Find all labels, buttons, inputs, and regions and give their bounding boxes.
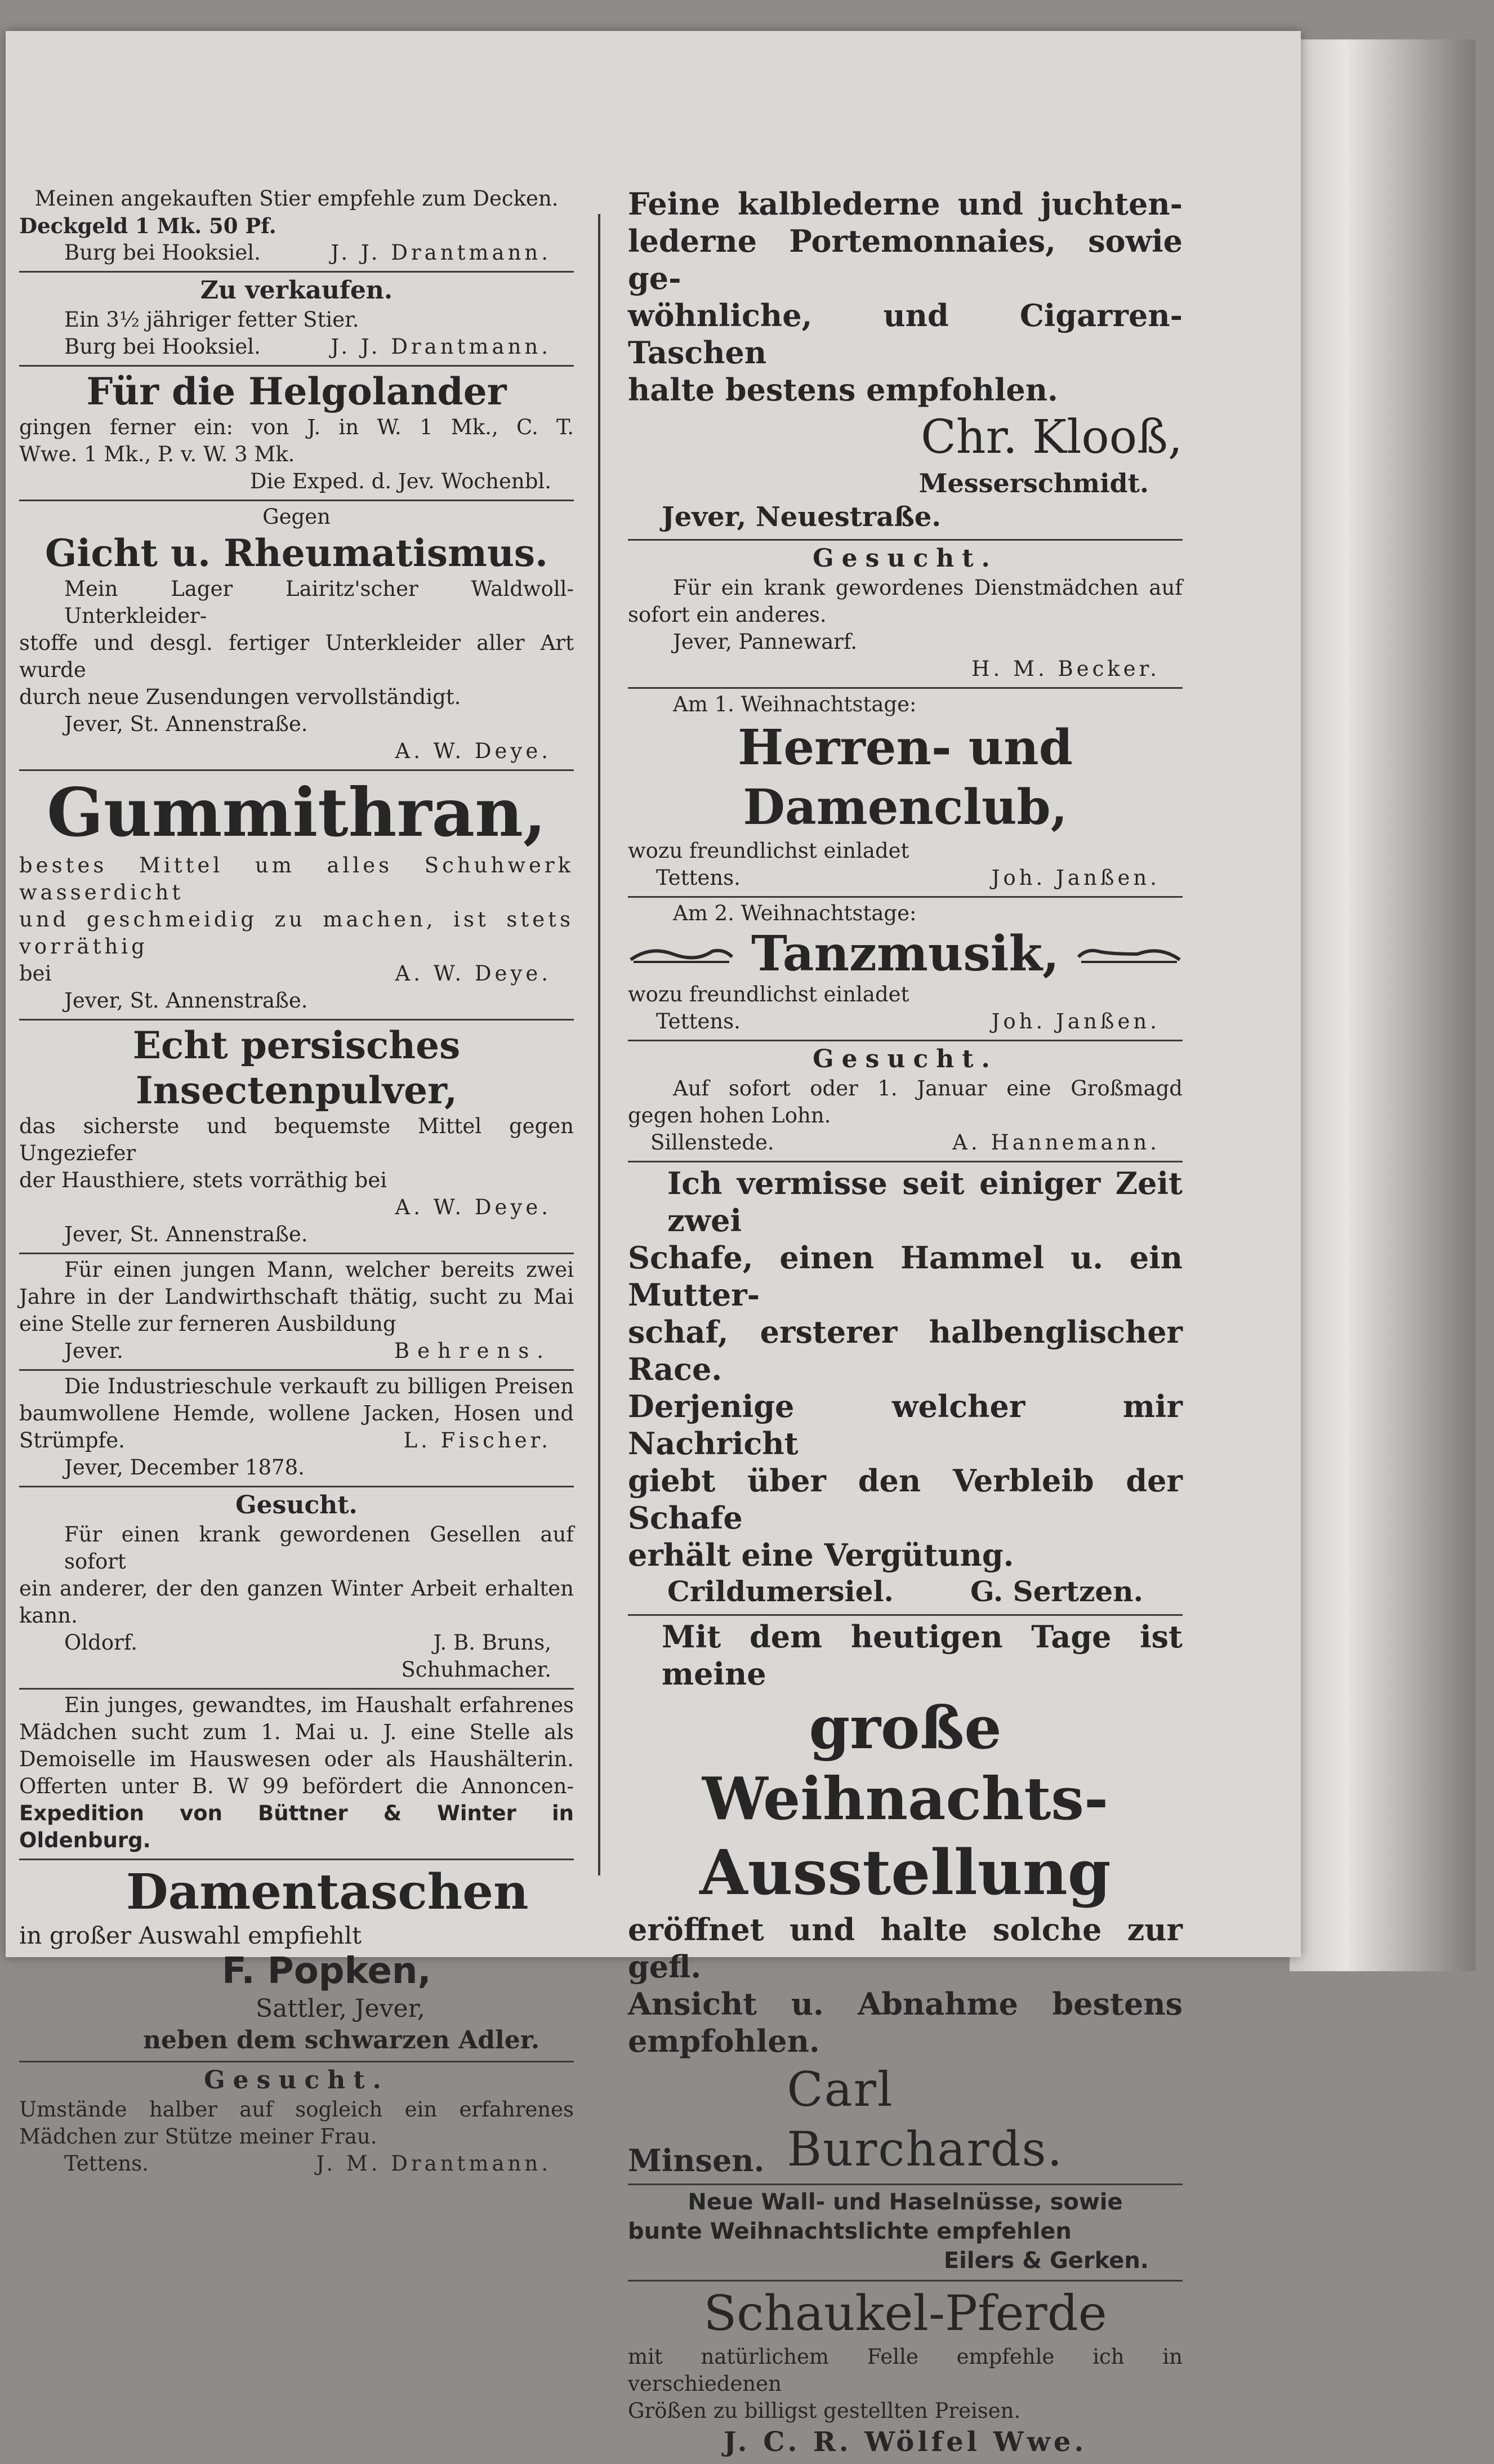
ad-text: Sattler, Jever, [256, 1994, 425, 2023]
ad-text: erhält eine Vergütung. [628, 1537, 1014, 1573]
ad-text: Expedition von Büttner & Winter in [19, 1801, 574, 1825]
ad-place: Tettens. [656, 1009, 741, 1033]
ad-gesucht-geselle [19, 1487, 574, 1690]
ad-place: Jever, St. Annenstraße. [64, 1222, 308, 1246]
ad-text: Schafe, einen Hammel u. ein Mutter- [628, 1240, 1183, 1313]
ad-signature: J. J. Drantmann. [331, 240, 551, 265]
ad-signature: G. Sertzen. [970, 1575, 1143, 1608]
ad-signature: H. M. Becker. [971, 657, 1160, 681]
ad-text: Deckgeld 1 Mk. 50 Pf. [19, 213, 276, 238]
right-column [628, 183, 1183, 2464]
ad-heading: Echt persisches Insectenpulver, [132, 1023, 461, 1112]
ad-pretitle: Am 2. Weihnachtstage: [673, 901, 917, 925]
ad-place: Crildumersiel. [667, 1575, 894, 1608]
ad-place: Tettens. [64, 2151, 149, 2176]
column-divider [598, 214, 600, 1875]
ad-text: wozu freundlichst einladet [628, 839, 909, 863]
ad-text: neben dem schwarzen Adler. [143, 2026, 540, 2055]
ad-pretitle: Gegen [262, 505, 331, 529]
ad-text: Derjenige welcher mir Nachricht [628, 1388, 1183, 1462]
ad-gesucht-dienstmaedchen [628, 541, 1183, 689]
ad-place: Burg bei Hooksiel. [64, 335, 261, 359]
ad-heading: Gesucht. [204, 2066, 389, 2095]
ad-text: Größen zu billigst gestellten Preisen. [628, 2399, 1021, 2423]
ad-gummithran [19, 771, 574, 1021]
ad-signature: Chr. Klooß, [921, 411, 1183, 464]
ad-industrieschule [19, 1371, 574, 1487]
ad-text: Für einen jungen Mann, welcher bereits zwei [64, 1258, 574, 1282]
ad-text: das sicherste und bequemste Mittel gegen Ungeziefer [19, 1114, 574, 1165]
ad-place: Jever, St. Annenstraße. [64, 712, 308, 736]
ornament-right-icon [1076, 943, 1183, 965]
ad-heading: Gesucht. [235, 1491, 358, 1520]
ad-text: lederne Portemonnaies, sowie ge- [628, 223, 1183, 296]
book-page-edges [1290, 39, 1475, 1971]
ad-text: Offerten unter B. W 99 befördert die Annoncen- [19, 1774, 574, 1798]
left-column [19, 183, 574, 2182]
ad-heading: Damentaschen [126, 1864, 529, 1921]
ad-text: Mädchen zur Stütze meiner Frau. [19, 2124, 377, 2149]
ad-text: wöhnliche, und Cigarren-Taschen [628, 297, 1183, 371]
ad-zu-verkaufen [19, 273, 574, 367]
ad-signature: Die Exped. d. Jev. Wochenbl. [249, 469, 551, 493]
ad-signature: Joh. Janßen. [991, 866, 1160, 890]
ad-text: Jahre in der Landwirthschaft thätig, sucht zu Mai [19, 1285, 574, 1309]
ad-place: Oldorf. [64, 1630, 137, 1655]
ad-place: Jever, Pannewarf. [673, 630, 858, 654]
ad-signature: A. W. Deye. [395, 739, 551, 763]
ad-heading: Ausstellung [699, 1836, 1111, 1909]
ad-place: Jever, December 1878. [64, 1455, 305, 1480]
ad-place: Jever, Neuestraße. [662, 501, 942, 533]
ad-signature: Behrens. [394, 1339, 551, 1363]
ad-signature: A. W. Deye. [395, 1195, 551, 1219]
ad-damentaschen [19, 1860, 574, 2062]
ad-text: Mit dem heutigen Tage ist meine [662, 1619, 1183, 1692]
ad-text: stoffe und desgl. fertiger Unterkleider aller Art wurde [19, 631, 574, 682]
ad-text: giebt über den Verbleib der Schafe [628, 1463, 1183, 1536]
ad-signature: J. J. Drantmann. [331, 335, 551, 359]
ad-heading: Gummithran, [47, 773, 546, 852]
ad-signature: Eilers & Gerken. [943, 2248, 1149, 2274]
ad-place: Sillenstede. [650, 1130, 774, 1155]
ornament-left-icon [628, 943, 735, 965]
ad-text: Demoiselle im Hauswesen oder als Haushälterin. [19, 1747, 574, 1771]
ad-text: der Hausthiere, stets vorräthig bei [19, 1168, 387, 1192]
ad-signature: Joh. Janßen. [991, 1009, 1160, 1033]
ad-text: kann. [19, 1603, 78, 1628]
ad-text: Umstände halber auf sogleich ein erfahrenes [19, 2097, 574, 2122]
ad-text: bestes Mittel um alles Schuhwerk wasserdicht [19, 853, 574, 904]
ad-heading: Für die Helgolander [86, 369, 507, 413]
ad-signature: J. M. Drantmann. [316, 2151, 551, 2176]
ad-junger-mann [19, 1254, 574, 1371]
ad-text: Feine kalblederne und juchten- [628, 186, 1183, 222]
ad-text: Ein junges, gewandtes, im Haushalt erfahrenes [64, 1693, 574, 1717]
ad-portemonnaies [628, 183, 1183, 541]
ad-junges-maedchen [19, 1690, 574, 1860]
ad-text: Ansicht u. Abnahme bestens empfohlen. [628, 1986, 1183, 2059]
ad-text: Wwe. 1 Mk., P. v. W. 3 Mk. [19, 442, 295, 466]
ad-text: bei [19, 961, 52, 986]
ad-tanzmusik [628, 898, 1183, 1041]
ad-gicht-rheumatismus [19, 501, 574, 771]
ad-place: Burg bei Hooksiel. [64, 240, 261, 265]
ad-signature: A. W. Deye. [395, 961, 551, 986]
ad-text: Mädchen sucht zum 1. Mai u. J. eine Stelle als [19, 1720, 574, 1744]
ad-weihnachts-ausstellung [628, 1616, 1183, 2185]
ad-signature: F. Popken, [222, 1950, 431, 1992]
ad-signature: Carl Burchards. [787, 2062, 1064, 2177]
ad-text: schaf, ersterer halbenglischer Race. [628, 1314, 1183, 1387]
ad-gesucht-grossmagd [628, 1041, 1183, 1162]
ad-text: Ein 3½ jähriger fetter Stier. [64, 308, 359, 332]
ad-text: und geschmeidig zu machen, ist stets vorräthig [19, 907, 574, 959]
ad-text: Für ein krank gewordenes Dienstmädchen auf [673, 576, 1183, 600]
ad-text: in großer Auswahl empfiehlt [19, 1922, 362, 1949]
ad-stier-decken [19, 183, 574, 273]
ad-signature: J. B. Bruns, [433, 1630, 551, 1655]
ad-schafe-vermisst [628, 1162, 1183, 1616]
ad-text: durch neue Zusendungen vervollständigt. [19, 685, 461, 709]
ad-heading: Gesucht. [813, 1045, 998, 1073]
ad-heading: Gicht u. Rheumatismus. [44, 531, 548, 575]
ad-heading: Tanzmusik, [751, 925, 1059, 982]
ad-text: Strümpfe. [19, 1428, 125, 1452]
ad-signature-title: Schuhmacher. [401, 1657, 551, 1682]
ad-place: Minsen. [628, 2142, 765, 2178]
ad-text: Ich vermisse seit einiger Zeit zwei [667, 1165, 1183, 1238]
ad-text: halte bestens empfohlen. [628, 372, 1058, 408]
ad-heading: große Weihnachts- [702, 1693, 1109, 1833]
ad-signature: L. Fischer. [403, 1428, 551, 1452]
ad-text: eine Stelle zur ferneren Ausbildung [19, 1312, 396, 1336]
ad-text: gingen ferner ein: von J. in W. 1 Mk., C. T. [19, 415, 574, 439]
ad-text: sofort ein anderes. [628, 603, 827, 627]
ad-text: baumwollene Hemde, wollene Jacken, Hosen und [19, 1401, 574, 1425]
ad-heading: Gesucht. [813, 544, 998, 573]
ad-place: Jever, St. Annenstraße. [64, 988, 308, 1013]
ad-text: Neue Wall- und Haselnüsse, sowie [688, 2189, 1123, 2215]
ad-text: Meinen angekauften Stier empfehle zum Decken. [34, 186, 559, 211]
ad-herren-damenclub [628, 689, 1183, 898]
ad-insectenpulver [19, 1021, 574, 1254]
ad-text: Oldenburg. [19, 1828, 151, 1852]
ad-helgolander [19, 367, 574, 501]
ad-text: ein anderer, der den ganzen Winter Arbeit erhalten [19, 1576, 574, 1601]
ad-text: eröffnet und halte solche zur gefl. [628, 1912, 1183, 1985]
ad-gesucht-maedchen [19, 2062, 574, 2182]
ad-text: mit natürlichem Felle empfehle ich in verschiedenen [628, 2345, 1183, 2396]
ad-signature: A. Hannemann. [952, 1130, 1160, 1155]
ad-pretitle: Am 1. Weihnachtstage: [673, 692, 917, 716]
newspaper-page [6, 31, 1301, 2458]
ad-text: gegen hohen Lohn. [628, 1103, 831, 1128]
ad-text: Für einen krank gewordenen Gesellen auf sofort [64, 1522, 574, 1574]
ad-signature: J. C. R. Wölfel Wwe. [723, 2426, 1087, 2458]
ad-text: wozu freundlichst einladet [628, 982, 909, 1006]
ad-heading: Herren- und Damenclub, [738, 719, 1073, 836]
ad-signature-title: Messerschmidt. [918, 468, 1149, 498]
ad-nuesse-lichte [628, 2185, 1183, 2282]
ad-place: Jever. [64, 1339, 123, 1363]
ad-schaukel-pferde [628, 2282, 1183, 2464]
ad-heading: Schaukel-Pferde [703, 2285, 1107, 2342]
ad-place: Tettens. [656, 866, 741, 890]
ad-text: Mein Lager Lairitz'scher Waldwoll-Unterkleider- [64, 577, 574, 628]
ad-text: Die Industrieschule verkauft zu billigen Preisen [64, 1374, 574, 1398]
ad-text: bunte Weihnachtslichte empfehlen [628, 2218, 1072, 2244]
ad-heading: Zu verkaufen. [200, 276, 393, 305]
ad-text: Auf sofort oder 1. Januar eine Großmagd [673, 1076, 1183, 1100]
